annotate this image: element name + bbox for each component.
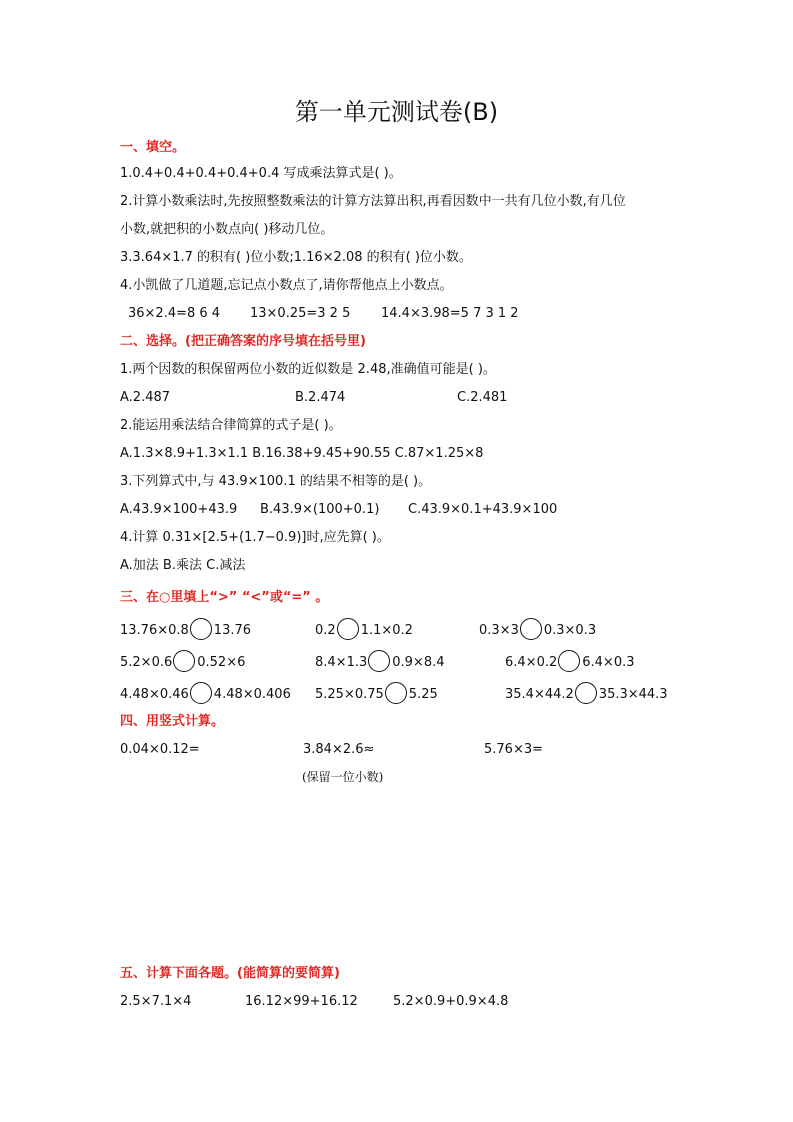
answer-circle[interactable] (190, 682, 212, 704)
vertical-calc-1: 0.04×0.12= (120, 742, 200, 757)
question-1-1: 1.0.4+0.4+0.4+0.4+0.4 写成乘法算式是( )。 (120, 166, 402, 181)
vertical-calc-3: 5.76×3= (484, 742, 544, 757)
compare-item (120, 682, 291, 704)
question-2-1: 1.两个因数的积保留两位小数的近似数是 2.48,准确值可能是( )。 (120, 362, 496, 377)
compare-item (120, 618, 251, 640)
compare-right: 5.25 (408, 687, 438, 702)
q4-item-3: 14.4×3.98=5 7 3 1 2 (381, 306, 519, 321)
compare-left: 4.48×0.46 (120, 687, 189, 702)
answer-circle[interactable] (368, 650, 390, 672)
question-1-3: 3.3.64×1.7 的积有( )位小数;1.16×2.08 的积有( )位小数。 (120, 250, 472, 265)
calc-2: 16.12×99+16.12 (245, 994, 358, 1009)
compare-left: 5.25×0.75 (315, 687, 384, 702)
answer-circle[interactable] (520, 618, 542, 640)
compare-left: 0.3×3 (479, 623, 519, 638)
compare-right: 0.3×0.3 (543, 623, 597, 638)
option-2-3-b: B.43.9×(100+0.1) (260, 502, 380, 517)
compare-item (315, 618, 413, 640)
compare-right: 4.48×0.406 (213, 687, 291, 702)
calc-1: 2.5×7.1×4 (120, 994, 192, 1009)
question-2-4: 4.计算 0.31×[2.5+(1.7−0.9)]时,应先算( )。 (120, 530, 390, 545)
compare-item (120, 650, 245, 672)
compare-right: 0.52×6 (197, 655, 246, 670)
compare-left: 35.4×44.2 (505, 687, 574, 702)
compare-item (505, 682, 668, 704)
compare-right: 35.3×44.3 (598, 687, 668, 702)
answer-circle[interactable] (558, 650, 580, 672)
compare-right: 13.76 (213, 623, 252, 638)
compare-left: 13.76×0.8 (120, 623, 189, 638)
compare-left: 0.2 (315, 623, 336, 638)
options-2-2: A.1.3×8.9+1.3×1.1 B.16.38+9.45+90.55 C.87×1.25×8 (120, 446, 484, 461)
option-2-1-c: C.2.481 (457, 390, 508, 405)
vertical-calc-2: 3.84×2.6≈ (303, 742, 375, 757)
compare-left: 6.4×0.2 (505, 655, 558, 670)
section-heading-1: 一、填空。 (120, 140, 186, 155)
option-2-1-a: A.2.487 (120, 390, 171, 405)
q4-item-2: 13×0.25=3 2 5 (250, 306, 351, 321)
section-heading-2: 二、选择。(把正确答案的序号填在括号里) (120, 334, 366, 349)
compare-item (479, 618, 596, 640)
compare-item (505, 650, 635, 672)
answer-circle[interactable] (173, 650, 195, 672)
compare-left: 8.4×1.3 (315, 655, 368, 670)
question-1-2-line2: 小数,就把积的小数点向( )移动几位。 (120, 222, 334, 237)
compare-right: 0.9×8.4 (392, 655, 445, 670)
section-heading-4: 四、用竖式计算。 (120, 714, 225, 729)
compare-item (315, 682, 438, 704)
question-1-4: 4.小凯做了几道题,忘记点小数点了,请你帮他点上小数点。 (120, 278, 453, 293)
compare-left: 5.2×0.6 (120, 655, 173, 670)
section-heading-3: 三、在○里填上“>” “<”或“=” 。 (120, 590, 329, 605)
calc-3: 5.2×0.9+0.9×4.8 (393, 994, 509, 1009)
answer-circle[interactable] (190, 618, 212, 640)
answer-circle[interactable] (385, 682, 407, 704)
option-2-3-a: A.43.9×100+43.9 (120, 502, 238, 517)
q4-item-1: 36×2.4=8 6 4 (128, 306, 221, 321)
rounding-note: (保留一位小数) (302, 770, 384, 784)
compare-right: 1.1×0.2 (360, 623, 413, 638)
page-title: 第一单元测试卷(B) (294, 98, 499, 126)
question-2-3: 3.下列算式中,与 43.9×100.1 的结果不相等的是( )。 (120, 474, 432, 489)
answer-circle[interactable] (575, 682, 597, 704)
section-heading-5: 五、计算下面各题。(能简算的要简算) (120, 966, 340, 981)
answer-circle[interactable] (337, 618, 359, 640)
question-2-2: 2.能运用乘法结合律简算的式子是( )。 (120, 418, 342, 433)
option-2-1-b: B.2.474 (295, 390, 346, 405)
compare-item (315, 650, 445, 672)
option-2-3-c: C.43.9×0.1+43.9×100 (408, 502, 558, 517)
question-1-2-line1: 2.计算小数乘法时,先按照整数乘法的计算方法算出积,再看因数中一共有几位小数,有几位 (120, 194, 626, 209)
compare-right: 6.4×0.3 (582, 655, 635, 670)
options-2-4: A.加法 B.乘法 C.减法 (120, 558, 246, 573)
